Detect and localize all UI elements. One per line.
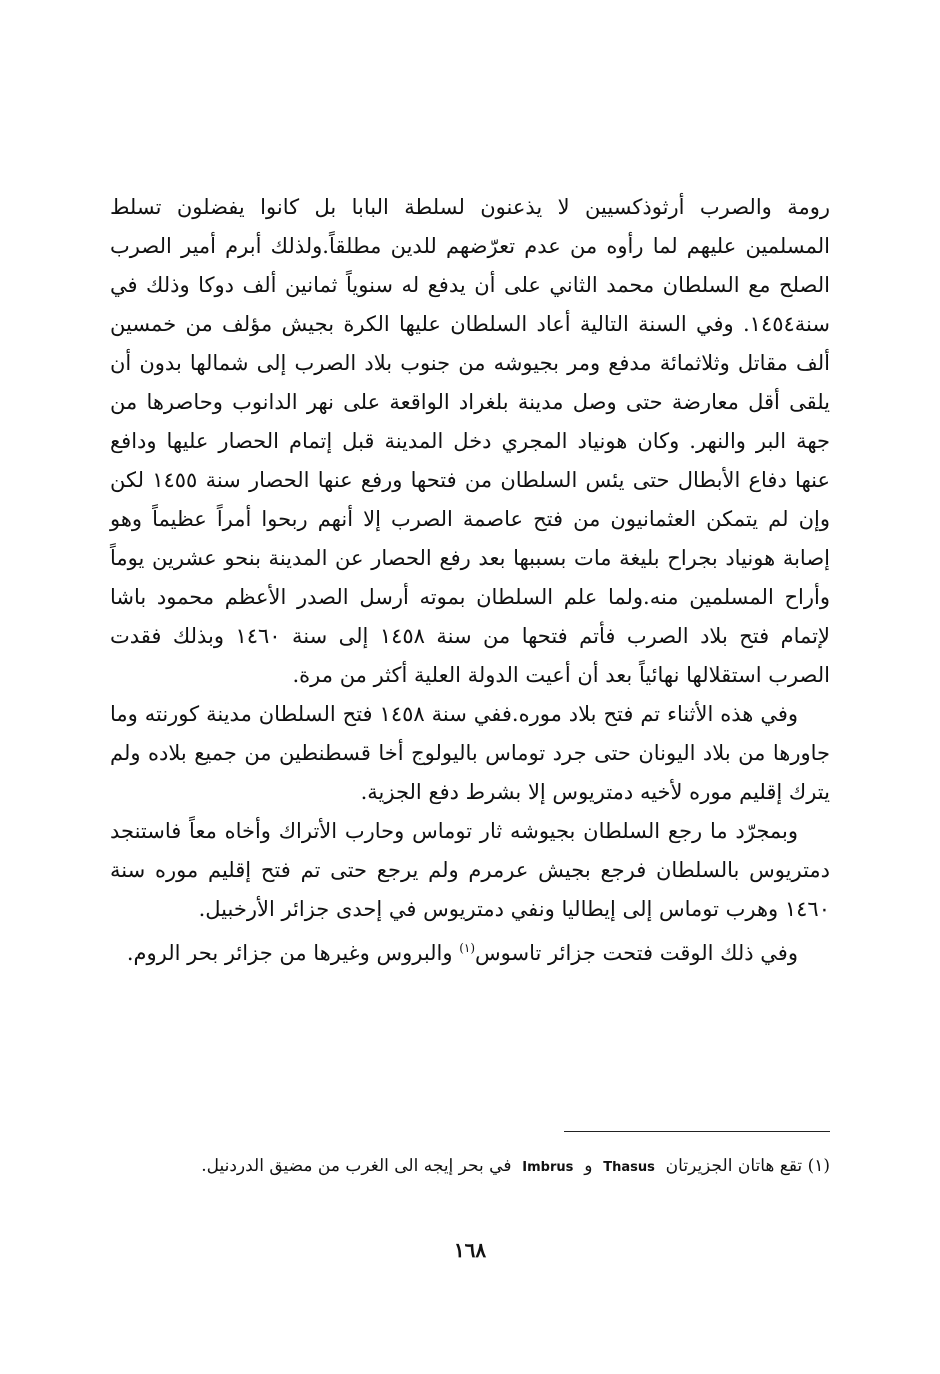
footnote-text-1: تقع هاتان الجزيرتان (665, 1156, 803, 1176)
footnote-text (110, 1150, 830, 1184)
paragraph-4-text-before: وفي ذلك الوقت فتحت جزائر تاسوس (475, 941, 798, 965)
footnote (110, 1150, 830, 1184)
footnote-conjunction: و (584, 1156, 593, 1176)
paragraph-4-text-after: والبروس وغيرها من جزائر بحر الروم. (126, 941, 460, 965)
footnote-divider (564, 1131, 830, 1132)
footnote-marker: (١) (807, 1156, 830, 1176)
footnote-reference: (١) (459, 941, 476, 955)
footnote-latin-thasus: Thasus (603, 1160, 655, 1175)
body-text (110, 188, 830, 973)
paragraph-1: رومة والصرب أرثوذكسيين لا يذعنون لسلطة البابا بل كانوا يفضلون تسلط المسلمين عليهم لما رأوه من عدم تعرّضهم للدين مطلقاً.ولذلك أبرم أمير الصرب الصلح مع السلطان محمد الثاني على أن يدفع له سنوياً ثمانين ألف دوكا وذلك في سنة١٤٥٤. وفي السنة التالية أعاد السلطان عليها الكرة بجيش مؤلف من خمسين ألف مقاتل وثلاثمائة مدفع ومر بجيوشه من جنوب بلاد الصرب إلى شمالها بدون أن يلقى أقل معارضة حتى وصل مدينة بلغراد الواقعة على نهر الدانوب وحاصرها من جهة البر والنهر. وكان هونياد المجري دخل المدينة قبل إتمام الحصار عليها ودافع عنها دفاع الأبطال حتى يئس السلطان من فتحها ورفع عنها الحصار سنة ١٤٥٥ لكن وإن لم يتمكن العثمانيون من فتح عاصمة الصرب إلا أنهم ربحوا أمراً عظيماً وهو إصابة هونياد بجراح بليغة مات بسببها بعد رفع الحصار عن المدينة بنحو عشرين يوماً وأراح المسلمين منه.ولما علم السلطان بموته أرسل الصدر الأعظم محمود باشا لإتمام فتح بلاد الصرب فأتم فتحها من سنة ١٤٥٨ إلى سنة ١٤٦٠ وبذلك فقدت الصرب استقلالها نهائياً بعد أن أعيت الدولة العلية أكثر من مرة. (110, 195, 830, 687)
footnote-text-2: في بحر إيجه الى الغرب من مضيق الدردنيل. (201, 1156, 512, 1176)
paragraph-2: وفي هذه الأثناء تم فتح بلاد موره.ففي سنة ١٤٥٨ فتح السلطان مدينة كورنته وما جاورها من بلاد اليونان حتى جرد توماس باليولوج أخا قسطنطين من جميع بلاده ولم يترك إقليم موره لأخيه دمتريوس إلا بشرط دفع الجزية. (110, 702, 830, 804)
footnote-latin-imbrus: Imbrus (522, 1160, 574, 1175)
paragraph-4 (110, 929, 830, 973)
paragraph-3: وبمجرّد ما رجع السلطان بجيوشه ثار توماس وحارب الأتراك وأخاه معاً فاستنجد دمتريوس بالسلطان فرجع بجيش عرمرم ولم يرجع حتى تم فتح إقليم موره سنة ١٤٦٠ وهرب توماس إلى إيطاليا ونفي دمتريوس في إحدى جزائر الأرخبيل. (110, 819, 830, 921)
page-number: ١٦٨ (453, 1238, 487, 1262)
